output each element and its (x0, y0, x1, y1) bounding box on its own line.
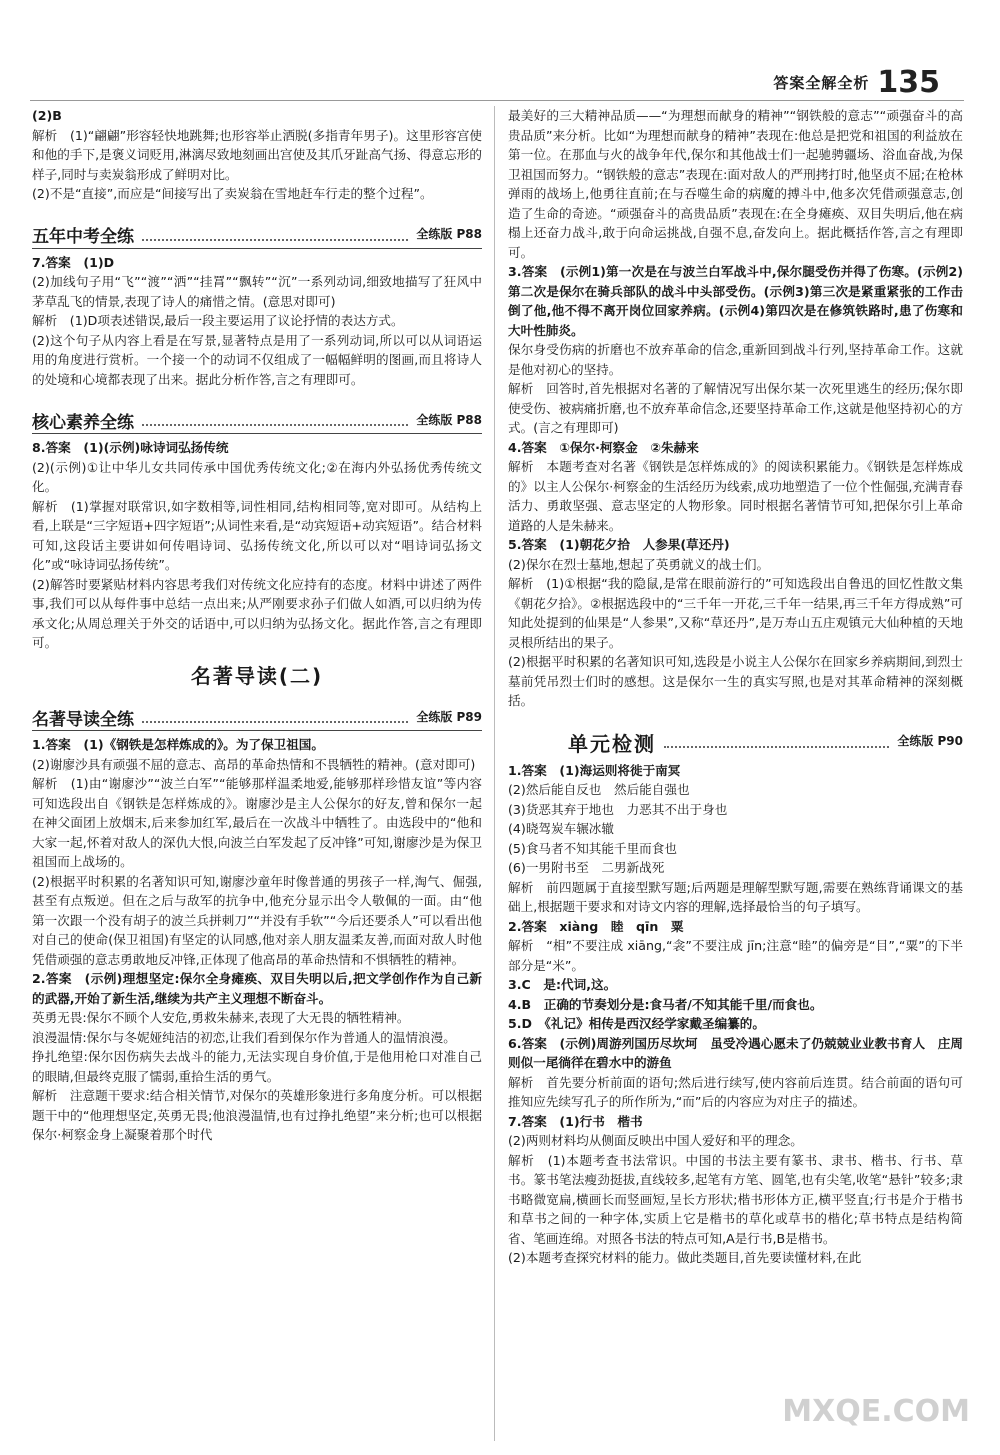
page-number: 135 (877, 64, 940, 100)
paragraph: 1.答案 (1)海运则将徙于南冥 (508, 762, 681, 778)
section-title: 名著导读全练 (32, 709, 134, 730)
paragraph: (2)解答时要紧贴材料内容思考我们对传统文化应持有的态度。材料中讲述了两件事,我们可以从每件事中总结一点出来;从严刚要求孙子们做人如酒,可以归纳为传承文化;从周总理关于外交的话语中,可以归纳为弘扬文化。据此作答,言之有理即可。 (32, 576, 482, 650)
paragraph: 解析 (1)掌握对联常识,如字数相等,词性相同,结构相同等,宽对即可。从结构上看,上联是“三字短语+四字短语”;从词性来看,是“动宾短语+动宾短语”。结合材料可知,这段话主要讲如何传唱诗词、弘扬传统文化,所以可以对“唱诗词弘扬文化”或“咏诗词弘扬传统”。 (32, 498, 482, 572)
paragraph: (2)然后能自反也 然后能自强也 (508, 782, 690, 797)
dotted-leader (142, 721, 408, 723)
page-header (773, 64, 940, 100)
paragraph: (2)不是“直接”,而应是“间接写出了卖炭翁在雪地赶车行走的整个过程”。 (32, 186, 433, 201)
paragraph: 3.C 是:代词,这。 (508, 977, 617, 992)
section-title: 单元检测 (568, 732, 656, 756)
section-header-mingzhu (32, 692, 482, 731)
paragraph: (3)货恶其弃于地也 力恶其不出于身也 (508, 801, 728, 817)
section-header-danyuan (508, 721, 963, 755)
paragraph: 3.答案 (示例1)第一次是在与波兰白军战斗中,保尔腿受伤并得了伤寒。(示例2)第二次是保尔在骑兵部队的战斗中头部受伤。(示例3)第三次是紧重紧张的工作击倒了他,他不得不离开岗位回家养病。(示例4)第四次是在修筑铁路时,患了伤寒和大叶性肺炎。 (508, 264, 963, 338)
paragraph: (2)根据平时积累的名著知识可知,选段是小说主人公保尔在回家乡养病期间,到烈士墓前凭吊烈士们时的感想。这是保尔一生的真实写照,也是对其革命精神的深刻概括。 (508, 654, 963, 708)
watermark-logo: MXQE.COM (782, 1394, 970, 1429)
paragraph: 解析 (1)由“谢廖沙”“波兰白军”“能够那样温柔地爱,能够那样珍惜友谊”等内容可知选段出自《钢铁是怎样炼成的》。谢廖沙是主人公保尔的好友,曾和保尔一起在神父面团上放烟末,后来参加红军,最后在一次战斗中牺牲了。由选段中的“他和大家一起,怀着对敌人的深仇大恨,向波兰白军发起了反冲锋”可知,谢廖沙是为保卫祖国而上战场的。 (32, 776, 482, 869)
paragraph: 浪漫温情:保尔与冬妮娅纯洁的初恋,让我们看到保尔作为普通人的温情浪漫。 (32, 1029, 456, 1045)
paragraph: 1.答案 (1)《钢铁是怎样炼成的》。为了保卫祖国。 (32, 737, 324, 752)
paragraph: (2)B (32, 108, 62, 123)
section-header-hexin (32, 395, 482, 434)
paragraph: (2)加线句子用“飞”“渡”“洒”“挂罥”“飘转”“沉”一系列动词,细致地描写了狂风中茅草乱飞的情景,表现了诗人的痛惜之情。(意思对即可) (32, 274, 482, 309)
paragraph: 5.D 《礼记》相传是西汉经学家戴圣编纂的。 (508, 1016, 765, 1031)
paragraph: 解析 “相”不要注成 xiāng,“衾”不要注成 jīn;注意“睦”的偏旁是“目”,“粟”的下半部分是“米”。 (508, 938, 963, 973)
paragraph: (2)保尔在烈士墓地,想起了英勇就义的战士们。 (508, 556, 770, 572)
paragraph: 7.答案 (1)行书 楷书 (508, 1113, 643, 1129)
paragraph: (2)谢廖沙具有顽强不屈的意志、高昂的革命热情和不畏牺牲的精神。(意对即可) (32, 756, 476, 772)
intro-block (32, 106, 482, 204)
header-rule (30, 100, 964, 101)
section-title: 五年中考全练 (32, 227, 134, 247)
paragraph: 解析 (1)D项表述错误,最后一段主要运用了议论抒情的表达方式。 (32, 313, 404, 328)
paragraph: (2)(示例)①让中华儿女共同传承中国优秀传统文化;②在海内外弘扬优秀传统文化。 (32, 459, 482, 494)
paragraph: (6)一男附书至 二男新战死 (508, 860, 665, 875)
paragraph: 2.答案 xiàng 睦 qīn 粟 (508, 918, 684, 934)
dotted-leader (664, 746, 889, 748)
paragraph: (2)两则材料均从侧面反映出中国人爱好和平的理念。 (508, 1133, 803, 1148)
paragraph: 4.答案 ①保尔·柯察金 ②朱赫来 (508, 439, 699, 455)
section-ref: 全练版 P88 (416, 227, 482, 241)
section-ref: 全练版 P90 (897, 734, 963, 748)
paragraph: 解析 回答时,首先根据对名著的了解情况写出保尔某一次死里逃生的经历;保尔即使受伤、被病痛折磨,也不放弃革命信念,还要坚持革命工作,这就是他坚持初心的方式。(言之有理即可) (508, 381, 963, 435)
paragraph: 英勇无畏:保尔不顾个人安危,勇救朱赫来,表现了大无畏的牺牲精神。 (32, 1010, 410, 1025)
header-title: 答案全解全析 (773, 73, 870, 92)
dotted-leader (142, 239, 408, 241)
paragraph: 解析 (1)①根据“我的隐鼠,是常在眼前游行的”可知选段出自鲁迅的回忆性散文集《朝花夕拾》。②根据选段中的“三千年一开花,三千年一结果,再三千年方得成熟”可知此处提到的仙果是“人参果”,又称“草还丹”,是万寿山五庄观镇元大仙种植的天地灵根所结出的果子。 (508, 576, 963, 650)
paragraph: 2.答案 (示例)理想坚定:保尔全身瘫痪、双目失明以后,把文学创作作为自己新的武器,开始了新生活,继续为共产主义理想不断奋斗。 (32, 971, 482, 1006)
paragraph: (2)根据平时积累的名著知识可知,谢廖沙童年时像普通的男孩子一样,淘气、倔强,甚至有点叛逆。但在之后与敌军的抗争中,他充分显示出令人敬佩的一面。由“他第一次跟一个没有胡子的波兰兵拼刺刀”“并没有手软”“今后还要杀人”可以看出他对自己的使命(保卫祖国)有坚定的认同感,他对亲人朋友温柔友善,而面对敌人时他凭借顽强的意志勇敢地反冲锋,正体现了他高昂的革命热情和不惧牺牲的精神。 (32, 873, 482, 967)
right-column (508, 106, 963, 1268)
paragraph: (4)晓驾炭车辗冰辙 (508, 821, 614, 836)
section-title: 核心素养全练 (32, 412, 134, 433)
paragraph: 挣扎绝望:保尔因伤病失去战斗的能力,无法实现自身价值,于是他用枪口对准自己的眼睛,但最终克服了懦弱,重拾生活的勇气。 (32, 1049, 482, 1084)
paragraph: 8.答案 (1)(示例)咏诗词弘扬传统 (32, 440, 229, 455)
paragraph: 解析 (1)本题考查书法常识。中国的书法主要有篆书、隶书、楷书、行书、草书。篆书笔法瘦劲挺拔,直线较多,起笔有方笔、圆笔,也有尖笔,收笔“悬针”较多;隶书略微宽扁,横画长而竖画短,呈长方形状;楷书形体方正,横平竖直;行书是介于楷书和草书之间的一种字体,实质上它是楷书的草化或草书的楷化;草书特点是结构简省、笔画连绵。对照各书法的特点可知,A是行书,B是楷书。 (508, 1152, 963, 1246)
paragraph: 解析 注意题干要求:结合相关情节,对保尔的英雄形象进行多角度分析。可以根据题干中的“他理想坚定,英勇无畏;他浪漫温情,也有过挣扎绝望”来分析;也可以根据保尔·柯察金身上凝聚着那个时代 (32, 1088, 482, 1142)
section-ref: 全练版 P88 (416, 412, 482, 427)
paragraph: (2)本题考查探究材料的能力。做此类题目,首先要读懂材料,在此 (508, 1250, 862, 1265)
paragraph: (5)食马者不知其能千里而食也 (508, 840, 677, 856)
paragraph: 解析 首先要分析前面的语句;然后进行续写,使内容前后连贯。结合前面的语句可推知应先续写孔子的所作所为,“而”后的内容应为对庄子的描述。 (508, 1074, 963, 1109)
paragraph: 4.B 正确的节奏划分是:食马者/不知其能千里/而食也。 (508, 996, 823, 1012)
left-column (32, 106, 482, 1145)
column-divider (494, 106, 495, 1441)
paragraph: 7.答案 (1)D (32, 254, 115, 270)
paragraph: 最美好的三大精神品质——“为理想而献身的精神”“钢铁般的意志”“顽强奋斗的高贵品质”来分析。比如“为理想而献身的精神”表现在:他总是把党和祖国的利益放在第一位。在那血与火的战争年代,保尔和其他战士们一起驰骋疆场、浴血奋战,为保卫祖国而努力。“钢铁般的意志”表现在:面对敌人的严刑拷打时,他坚贞不屈;在枪林弹雨的战场上,他勇往直前;在与吞噬生命的病魔的搏斗中,他多次凭借顽强意志,创造了生命的奇迹。“顽强奋斗的高贵品质”表现在:在全身瘫痪、双目失明后,他在病榻上还奋力战斗,敢于向命运挑战,自强不息,奋发向上。据此概括作答,言之有理即可。 (508, 108, 963, 260)
section-header-wunian (32, 210, 482, 249)
paragraph: (2)这个句子从内容上看是在写景,显著特点是用了一系列动词,所以可以从词语运用的角度进行赏析。一个接一个的动词不仅组成了一幅幅鲜明的图画,而且将诗人的处境和心境都表现了出来。据此分析作答,言之有理即可。 (32, 332, 482, 387)
chapter-title: 名著导读(二) (190, 663, 324, 688)
paragraph: 6.答案 (示例)周游列国历尽坎坷 虽受冷遇心愿未了仍兢兢业业教书育人 庄周则似一尾徜徉在碧水中的游鱼 (508, 1035, 963, 1070)
dotted-leader (142, 424, 408, 426)
paragraph: 解析 本题考查对名著《钢铁是怎样炼成的》的阅读积累能力。《钢铁是怎样炼成的》以主人公保尔·柯察金的生活经历为线索,成功地塑造了一位个性倔强,充满青春活力、勇敢坚强、意志坚定的人物形象。同时根据名著情节可知,把保尔引上革命道路的人是朱赫来。 (508, 459, 963, 533)
paragraph: 保尔身受伤病的折磨也不放弃革命的信念,重新回到战斗行列,坚持革命工作。这就是他对初心的坚持。 (508, 342, 963, 377)
section-ref: 全练版 P89 (416, 709, 482, 724)
paragraph: 解析 前四题属于直接型默写题;后两题是理解型默写题,需要在熟练背诵课文的基础上,根据题干要求和对诗文内容的理解,选择最恰当的句子填写。 (508, 879, 963, 914)
paragraph: 解析 (1)“翩翩”形容轻快地跳舞;也形容举止洒脱(多指青年男子)。这里形容宫使和他的手下,是褒义词贬用,淋漓尽致地刻画出宫使及其爪牙趾高气扬、得意忘形的样子,同时与卖炭翁形成了鲜明对比。 (32, 127, 482, 182)
paragraph: 5.答案 (1)朝花夕拾 人参果(草还丹) (508, 537, 730, 552)
